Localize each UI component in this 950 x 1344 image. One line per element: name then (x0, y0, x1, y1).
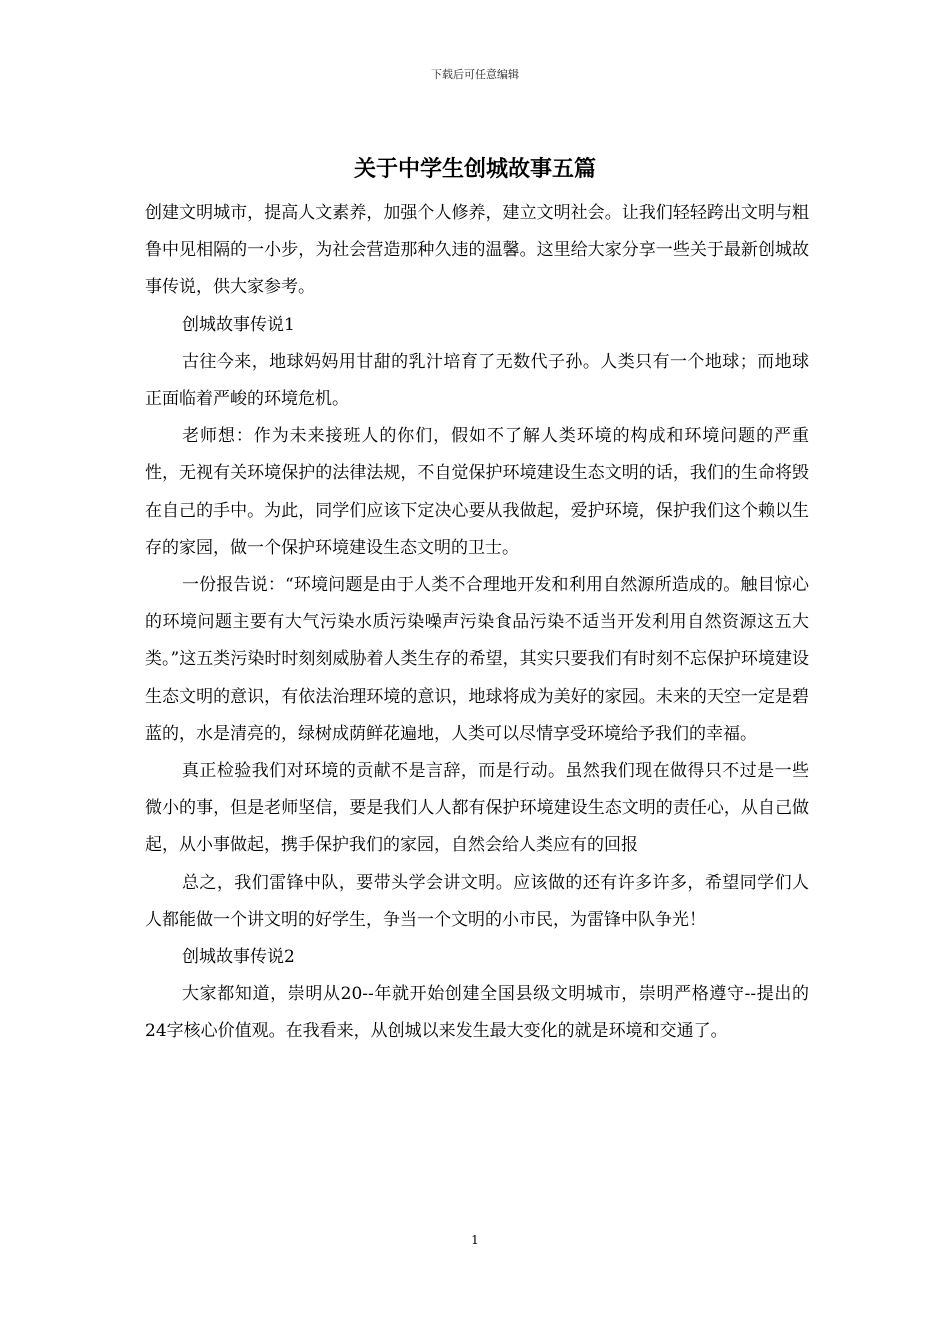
section-heading-story-2: 创城故事传说2 (182, 947, 295, 968)
body-paragraph: 老师想：作为未来接班人的你们，假如不了解人类环境的构成和环境问题的严重性，无视有关环境保护的法律法规，不自觉保护环境建设生态文明的话，我们的生命将毁在自己的手中。为此，同学们应该下定决心要从我做起，爱护环境，保护我们这个赖以生存的家园，做一个保护环境建设生态文明的卫士。 (145, 426, 809, 558)
page-number: 1 (471, 1233, 479, 1247)
document-title: 关于中学生创城故事五篇 (353, 156, 596, 182)
intro-paragraph: 创建文明城市，提高人文素养，加强个人修养，建立文明社会。让我们轻轻跨出文明与粗鲁中见相隔的一小步，为社会营造那种久违的温馨。这里给大家分享一些关于最新创城故事传说，供大家参考。 (145, 203, 809, 298)
body-paragraph: 真正检验我们对环境的贡献不是言辞，而是行动。虽然我们现在做得只不过是一些微小的事，但是老师坚信，要是我们人人都有保护环境建设生态文明的责任心，从自己做起，从小事做起，携手保护我们的家园，自然会给人类应有的回报 (145, 761, 809, 856)
section-heading-story-1: 创城故事传说1 (182, 314, 295, 335)
body-paragraph: 大家都知道，崇明从20--年就开始创建全国县级文明城市，崇明严格遵守--提出的24字核心价值观。在我看来，从创城以来发生最大变化的就是环境和交通了。 (145, 984, 809, 1042)
body-paragraph: 一份报告说：“环境问题是由于人类不合理地开发和利用自然源所造成的。触目惊心的环境问题主要有大气污染水质污染噪声污染食品污染不适当开发利用自然资源这五大类。”这五类污染时时刻刻威胁着人类生存的希望，其实只要我们有时刻不忘保护环境建设生态文明的意识，有依法治理环境的意识，地球将成为美好的家园。未来的天空一定是碧蓝的，水是清亮的，绿树成荫鲜花遍地，人类可以尽情享受环境给予我们的幸福。 (145, 575, 809, 744)
body-paragraph: 总之，我们雷锋中队，要带头学会讲文明。应该做的还有许多许多，希望同学们人人都能做一个讲文明的好学生，争当一个文明的小市民，为雷锋中队争光！ (145, 872, 809, 930)
body-paragraph: 古往今来，地球妈妈用甘甜的乳汁培育了无数代子孙。人类只有一个地球；而地球正面临着严峻的环境危机。 (145, 351, 809, 410)
document-body (145, 195, 809, 1051)
header-note: 下载后可任意编辑 (431, 68, 519, 81)
